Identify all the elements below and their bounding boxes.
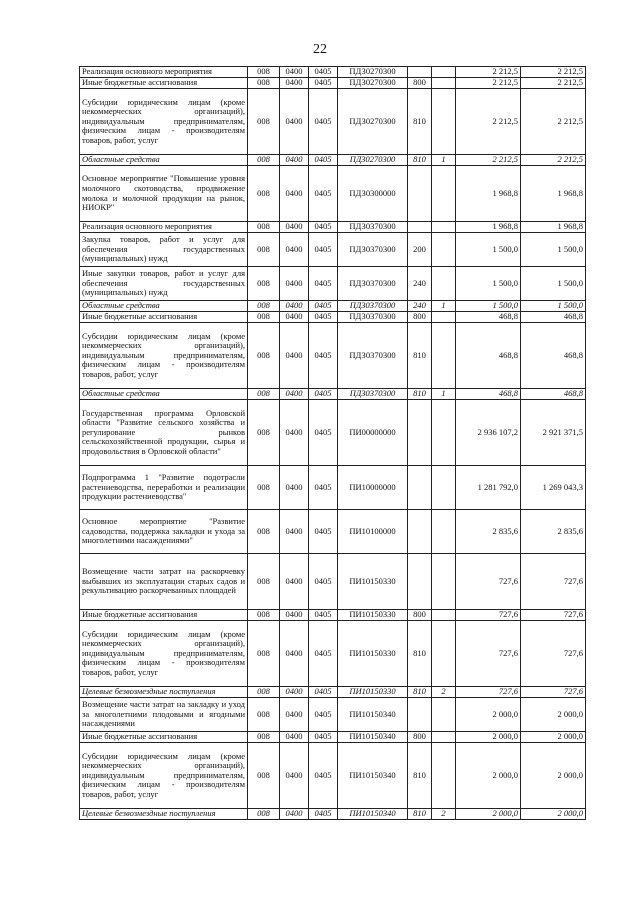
row-section: 0400 xyxy=(280,621,309,687)
row-source-code: 1 xyxy=(432,155,456,166)
row-section: 0400 xyxy=(280,389,309,400)
row-expense-type: 240 xyxy=(408,267,432,301)
table-row xyxy=(80,554,586,610)
row-amount-1: 2 936 107,2 xyxy=(456,400,521,466)
row-subsection: 0405 xyxy=(309,400,338,466)
row-amount-1: 2 000,0 xyxy=(456,698,521,732)
row-target-article: ПДЗ0370300 xyxy=(338,267,408,301)
row-name: Областные средства xyxy=(80,155,248,166)
row-name: Субсидии юридическим лицам (кроме некоммерческих организаций), индивидуальным предпринимателям, физическим лицам - производителям товаров, работ, услуг xyxy=(80,89,248,155)
row-amount-1: 2 212,5 xyxy=(456,67,521,78)
table-row xyxy=(80,610,586,621)
table-row xyxy=(80,809,586,820)
row-amount-2: 727,6 xyxy=(521,687,586,698)
row-section: 0400 xyxy=(280,554,309,610)
row-name: Подпрограмма 1 "Развитие подотрасли растениеводства, переработки и реализации продукции растениеводства" xyxy=(80,466,248,510)
row-name: Областные средства xyxy=(80,301,248,312)
row-amount-1: 2 212,5 xyxy=(456,89,521,155)
row-target-article: ПДЗ0270300 xyxy=(338,155,408,166)
row-grbs: 008 xyxy=(248,466,280,510)
row-expense-type: 810 xyxy=(408,743,432,809)
row-subsection: 0405 xyxy=(309,222,338,233)
row-subsection: 0405 xyxy=(309,698,338,732)
row-amount-2: 2 000,0 xyxy=(521,809,586,820)
row-amount-2: 727,6 xyxy=(521,554,586,610)
row-source-code xyxy=(432,67,456,78)
row-amount-2: 727,6 xyxy=(521,621,586,687)
row-name: Иные бюджетные ассигнования xyxy=(80,78,248,89)
row-expense-type: 810 xyxy=(408,389,432,400)
row-target-article: ПДЗ0370300 xyxy=(338,301,408,312)
row-amount-2: 1 500,0 xyxy=(521,267,586,301)
row-expense-type: 810 xyxy=(408,687,432,698)
row-source-code xyxy=(432,78,456,89)
table-row xyxy=(80,510,586,554)
row-amount-2: 2 835,6 xyxy=(521,510,586,554)
row-amount-2: 468,8 xyxy=(521,312,586,323)
row-section: 0400 xyxy=(280,323,309,389)
row-expense-type xyxy=(408,554,432,610)
row-grbs: 008 xyxy=(248,78,280,89)
row-source-code xyxy=(432,621,456,687)
row-grbs: 008 xyxy=(248,732,280,743)
row-subsection: 0405 xyxy=(309,610,338,621)
row-amount-1: 2 000,0 xyxy=(456,809,521,820)
table-row xyxy=(80,687,586,698)
row-amount-1: 1 500,0 xyxy=(456,233,521,267)
table-row xyxy=(80,155,586,166)
row-amount-1: 2 835,6 xyxy=(456,510,521,554)
row-target-article: ПИ10100000 xyxy=(338,510,408,554)
row-source-code xyxy=(432,610,456,621)
row-section: 0400 xyxy=(280,687,309,698)
table-row xyxy=(80,267,586,301)
row-target-article: ПДЗ0370300 xyxy=(338,312,408,323)
row-amount-1: 1 281 792,0 xyxy=(456,466,521,510)
row-amount-2: 727,6 xyxy=(521,610,586,621)
row-source-code xyxy=(432,166,456,222)
row-amount-2: 2 212,5 xyxy=(521,67,586,78)
row-target-article: ПДЗ0370300 xyxy=(338,222,408,233)
row-source-code xyxy=(432,698,456,732)
row-name: Основное мероприятие "Повышение уровня молочного скотоводства, продвижение молока и молочной продукции на рынок, НИОКР" xyxy=(80,166,248,222)
row-amount-1: 727,6 xyxy=(456,610,521,621)
row-amount-2: 468,8 xyxy=(521,389,586,400)
row-grbs: 008 xyxy=(248,400,280,466)
row-section: 0400 xyxy=(280,233,309,267)
table-row xyxy=(80,621,586,687)
row-subsection: 0405 xyxy=(309,67,338,78)
row-amount-1: 2 212,5 xyxy=(456,155,521,166)
row-expense-type: 810 xyxy=(408,155,432,166)
table-row xyxy=(80,166,586,222)
row-subsection: 0405 xyxy=(309,233,338,267)
row-amount-1: 468,8 xyxy=(456,389,521,400)
table-row xyxy=(80,323,586,389)
row-amount-2: 2 000,0 xyxy=(521,743,586,809)
row-amount-2: 2 921 371,5 xyxy=(521,400,586,466)
row-source-code xyxy=(432,222,456,233)
row-section: 0400 xyxy=(280,78,309,89)
row-target-article: ПИ10150340 xyxy=(338,743,408,809)
row-target-article: ПДЗ0370300 xyxy=(338,389,408,400)
row-section: 0400 xyxy=(280,312,309,323)
row-amount-1: 468,8 xyxy=(456,312,521,323)
row-source-code xyxy=(432,89,456,155)
row-grbs: 008 xyxy=(248,809,280,820)
row-amount-2: 1 968,8 xyxy=(521,166,586,222)
row-source-code xyxy=(432,233,456,267)
row-expense-type: 810 xyxy=(408,621,432,687)
row-grbs: 008 xyxy=(248,155,280,166)
row-subsection: 0405 xyxy=(309,621,338,687)
row-source-code xyxy=(432,400,456,466)
table-row xyxy=(80,233,586,267)
row-grbs: 008 xyxy=(248,323,280,389)
row-subsection: 0405 xyxy=(309,301,338,312)
row-source-code xyxy=(432,312,456,323)
row-source-code xyxy=(432,554,456,610)
row-target-article: ПДЗ0270300 xyxy=(338,78,408,89)
table-row xyxy=(80,466,586,510)
row-name: Реализация основного мероприятия xyxy=(80,67,248,78)
row-grbs: 008 xyxy=(248,222,280,233)
row-section: 0400 xyxy=(280,222,309,233)
row-subsection: 0405 xyxy=(309,466,338,510)
row-name: Иные бюджетные ассигнования xyxy=(80,312,248,323)
row-amount-1: 1 500,0 xyxy=(456,301,521,312)
row-name: Иные закупки товаров, работ и услуг для обеспечения государственных (муниципальных) нужд xyxy=(80,267,248,301)
row-expense-type: 810 xyxy=(408,323,432,389)
row-target-article: ПИ10000000 xyxy=(338,466,408,510)
row-amount-2: 1 269 043,3 xyxy=(521,466,586,510)
row-target-article: ПИ10150330 xyxy=(338,621,408,687)
row-section: 0400 xyxy=(280,809,309,820)
row-subsection: 0405 xyxy=(309,687,338,698)
row-source-code xyxy=(432,323,456,389)
row-amount-1: 727,6 xyxy=(456,554,521,610)
row-section: 0400 xyxy=(280,67,309,78)
row-subsection: 0405 xyxy=(309,78,338,89)
row-amount-1: 727,6 xyxy=(456,621,521,687)
row-expense-type: 800 xyxy=(408,610,432,621)
row-subsection: 0405 xyxy=(309,155,338,166)
row-grbs: 008 xyxy=(248,389,280,400)
row-subsection: 0405 xyxy=(309,312,338,323)
row-target-article: ПИ10150330 xyxy=(338,687,408,698)
row-subsection: 0405 xyxy=(309,510,338,554)
row-source-code xyxy=(432,510,456,554)
row-amount-2: 2 212,5 xyxy=(521,89,586,155)
row-grbs: 008 xyxy=(248,67,280,78)
row-amount-2: 2 000,0 xyxy=(521,732,586,743)
row-amount-1: 1 500,0 xyxy=(456,267,521,301)
row-amount-1: 2 000,0 xyxy=(456,732,521,743)
table-row xyxy=(80,389,586,400)
table-row xyxy=(80,222,586,233)
row-grbs: 008 xyxy=(248,621,280,687)
row-target-article: ПИ10150330 xyxy=(338,610,408,621)
row-amount-2: 2 212,5 xyxy=(521,78,586,89)
table-row xyxy=(80,67,586,78)
row-name: Целевые безвозмездные поступления xyxy=(80,809,248,820)
row-subsection: 0405 xyxy=(309,389,338,400)
row-amount-1: 2 212,5 xyxy=(456,78,521,89)
table-body xyxy=(80,67,586,820)
row-amount-1: 1 968,8 xyxy=(456,166,521,222)
page-number: 22 xyxy=(313,42,327,57)
row-amount-1: 2 000,0 xyxy=(456,743,521,809)
row-source-code: 1 xyxy=(432,301,456,312)
row-subsection: 0405 xyxy=(309,554,338,610)
row-target-article: ПИ10150340 xyxy=(338,809,408,820)
row-grbs: 008 xyxy=(248,89,280,155)
row-source-code xyxy=(432,267,456,301)
row-expense-type xyxy=(408,400,432,466)
row-grbs: 008 xyxy=(248,267,280,301)
row-grbs: 008 xyxy=(248,166,280,222)
table-row xyxy=(80,312,586,323)
row-name: Областные средства xyxy=(80,389,248,400)
row-expense-type: 800 xyxy=(408,78,432,89)
row-expense-type: 800 xyxy=(408,312,432,323)
row-expense-type xyxy=(408,466,432,510)
row-subsection: 0405 xyxy=(309,323,338,389)
row-target-article: ПИ00000000 xyxy=(338,400,408,466)
row-subsection: 0405 xyxy=(309,267,338,301)
row-grbs: 008 xyxy=(248,554,280,610)
row-grbs: 008 xyxy=(248,698,280,732)
row-subsection: 0405 xyxy=(309,166,338,222)
row-section: 0400 xyxy=(280,400,309,466)
row-expense-type: 810 xyxy=(408,809,432,820)
row-amount-2: 1 968,8 xyxy=(521,222,586,233)
row-name: Иные бюджетные ассигнования xyxy=(80,732,248,743)
row-section: 0400 xyxy=(280,89,309,155)
row-target-article: ПИ10150330 xyxy=(338,554,408,610)
row-amount-1: 468,8 xyxy=(456,323,521,389)
row-expense-type: 240 xyxy=(408,301,432,312)
row-expense-type: 810 xyxy=(408,89,432,155)
row-amount-2: 1 500,0 xyxy=(521,301,586,312)
row-source-code: 2 xyxy=(432,809,456,820)
row-expense-type xyxy=(408,222,432,233)
row-expense-type xyxy=(408,698,432,732)
row-section: 0400 xyxy=(280,301,309,312)
row-name: Целевые безвозмездные поступления xyxy=(80,687,248,698)
row-name: Реализация основного мероприятия xyxy=(80,222,248,233)
row-target-article: ПДЗ0270300 xyxy=(338,89,408,155)
row-section: 0400 xyxy=(280,466,309,510)
row-section: 0400 xyxy=(280,166,309,222)
row-amount-2: 1 500,0 xyxy=(521,233,586,267)
row-expense-type xyxy=(408,166,432,222)
row-source-code xyxy=(432,732,456,743)
row-source-code: 1 xyxy=(432,389,456,400)
row-section: 0400 xyxy=(280,510,309,554)
row-source-code xyxy=(432,466,456,510)
row-target-article: ПДЗ0370300 xyxy=(338,323,408,389)
table-row xyxy=(80,78,586,89)
row-grbs: 008 xyxy=(248,233,280,267)
row-grbs: 008 xyxy=(248,301,280,312)
row-section: 0400 xyxy=(280,732,309,743)
row-target-article: ПДЗ0370300 xyxy=(338,233,408,267)
row-grbs: 008 xyxy=(248,743,280,809)
row-grbs: 008 xyxy=(248,610,280,621)
row-expense-type xyxy=(408,67,432,78)
row-expense-type xyxy=(408,510,432,554)
row-target-article: ПДЗ0300000 xyxy=(338,166,408,222)
row-target-article: ПДЗ0270300 xyxy=(338,67,408,78)
row-expense-type: 800 xyxy=(408,732,432,743)
row-name: Субсидии юридическим лицам (кроме некоммерческих организаций), индивидуальным предпринимателям, физическим лицам - производителям товаров, работ, услуг xyxy=(80,323,248,389)
row-name: Основное мероприятие "Развитие садоводства, поддержка закладки и ухода за многолетними насаждениями" xyxy=(80,510,248,554)
row-amount-2: 468,8 xyxy=(521,323,586,389)
row-name: Государственная программа Орловской области "Развитие сельского хозяйства и регулирование рынков сельскохозяйственной продукции, сырья и продовольствия в Орловской области" xyxy=(80,400,248,466)
row-subsection: 0405 xyxy=(309,732,338,743)
table-row xyxy=(80,400,586,466)
table-row xyxy=(80,698,586,732)
table-row xyxy=(80,743,586,809)
row-expense-type: 200 xyxy=(408,233,432,267)
row-amount-2: 2 000,0 xyxy=(521,698,586,732)
row-amount-1: 1 968,8 xyxy=(456,222,521,233)
row-grbs: 008 xyxy=(248,510,280,554)
row-section: 0400 xyxy=(280,267,309,301)
row-name: Субсидии юридическим лицам (кроме некоммерческих организаций), индивидуальным предпринимателям, физическим лицам - производителям товаров, работ, услуг xyxy=(80,743,248,809)
row-section: 0400 xyxy=(280,155,309,166)
row-section: 0400 xyxy=(280,743,309,809)
row-target-article: ПИ10150340 xyxy=(338,732,408,743)
row-name: Закупка товаров, работ и услуг для обеспечения государственных (муниципальных) нужд xyxy=(80,233,248,267)
row-subsection: 0405 xyxy=(309,89,338,155)
table-row xyxy=(80,301,586,312)
row-source-code xyxy=(432,743,456,809)
row-source-code: 2 xyxy=(432,687,456,698)
row-grbs: 008 xyxy=(248,312,280,323)
table-row xyxy=(80,732,586,743)
row-amount-1: 727,6 xyxy=(456,687,521,698)
row-section: 0400 xyxy=(280,610,309,621)
row-amount-2: 2 212,5 xyxy=(521,155,586,166)
table-row xyxy=(80,89,586,155)
row-name: Субсидии юридическим лицам (кроме некоммерческих организаций), индивидуальным предпринимателям, физическим лицам - производителям товаров, работ, услуг xyxy=(80,621,248,687)
row-target-article: ПИ10150340 xyxy=(338,698,408,732)
row-name: Возмещение части затрат на закладку и уход за многолетними плодовыми и ягодными насаждениями xyxy=(80,698,248,732)
row-subsection: 0405 xyxy=(309,743,338,809)
row-name: Возмещение части затрат на раскорчевку выбывших из эксплуатации старых садов и рекультивацию раскорчеванных площадей xyxy=(80,554,248,610)
row-section: 0400 xyxy=(280,698,309,732)
row-name: Иные бюджетные ассигнования xyxy=(80,610,248,621)
budget-table xyxy=(79,66,586,820)
row-subsection: 0405 xyxy=(309,809,338,820)
row-grbs: 008 xyxy=(248,687,280,698)
